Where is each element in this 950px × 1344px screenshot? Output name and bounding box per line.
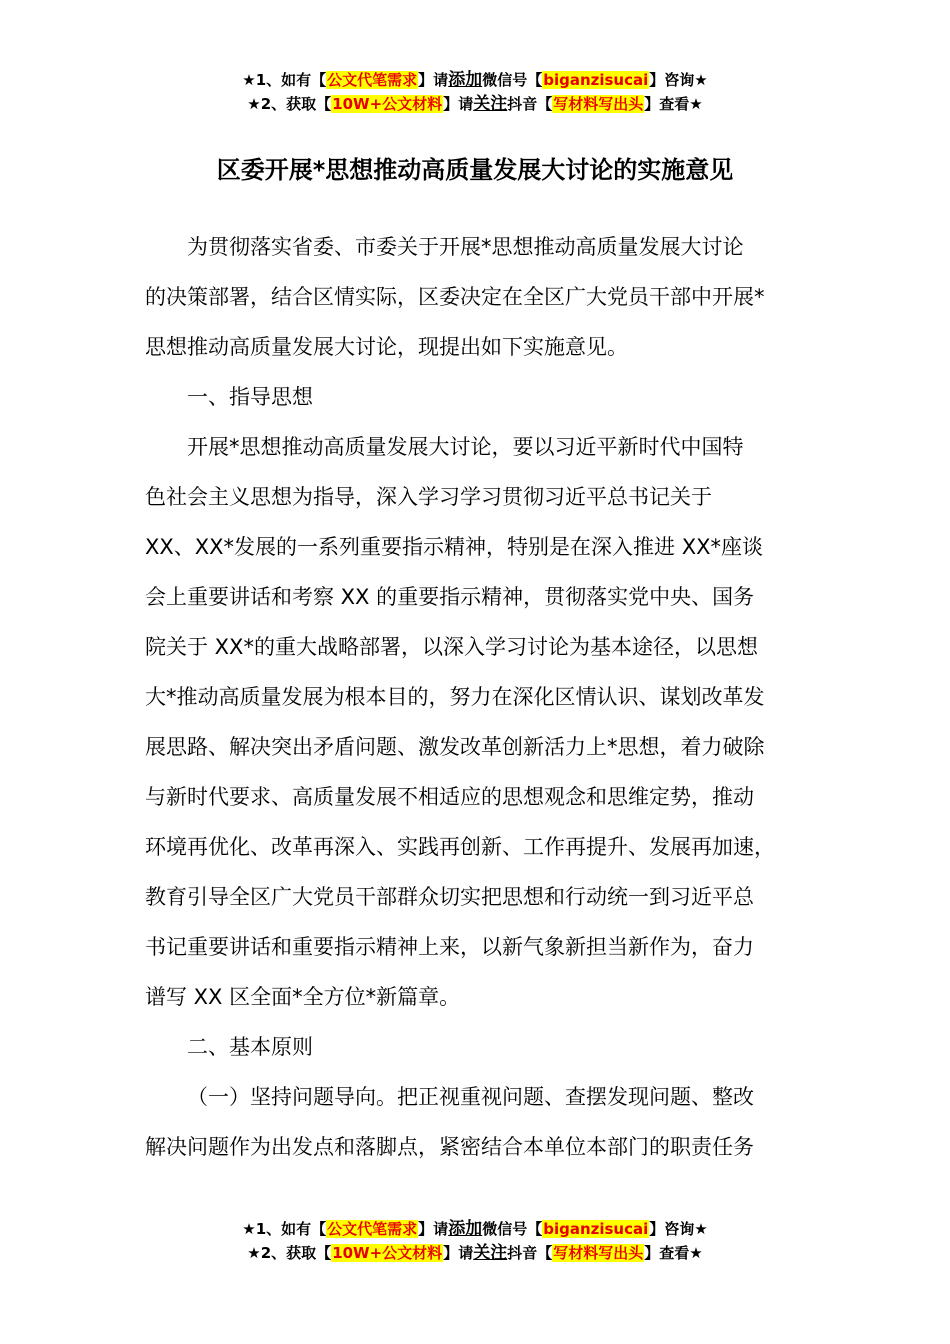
header-banner (0, 68, 950, 116)
text-line: 会上重要讲话和考察 XX 的重要指示精神，贯彻落实党中央、国务 (145, 585, 755, 609)
text-line: 的决策部署，结合区情实际，区委决定在全区广大党员干部中开展* (145, 285, 765, 309)
banner-text: 】咨询★ (649, 1220, 708, 1238)
underline-follow: 关注 (473, 94, 508, 114)
highlight-service: 公文代笔需求 (327, 71, 418, 89)
footer-banner (0, 1217, 950, 1265)
banner-text: 抖音【 (507, 95, 553, 113)
banner-text: 】请 (418, 71, 449, 89)
text-line: 大*推动高质量发展为根本目的，努力在深化区情认识、谋划改革发 (145, 685, 765, 709)
text-line: 解决问题作为出发点和落脚点，紧密结合本单位本部门的职责任务 (145, 1135, 754, 1159)
banner-text: 1、如有【 (255, 71, 327, 89)
highlight-service: 公文代笔需求 (327, 1220, 418, 1238)
document-title: 区委开展*思想推动高质量发展大讨论的实施意见 (216, 156, 734, 184)
text-line: （一）坚持问题导向。把正视重视问题、查摆发现问题、整改 (187, 1085, 754, 1109)
text-line: 书记重要讲话和重要指示精神上来，以新气象新担当新作为，奋力 (145, 935, 754, 959)
text-line: 二、基本原则 (187, 1035, 313, 1059)
paragraph-principle-1 (145, 1072, 810, 1172)
banner-text: 】请 (418, 1220, 449, 1238)
text-line: 环境再优化、改革再深入、实践再创新、工作再提升、发展再加速， (145, 835, 775, 859)
highlight-materials: 10W+公文材料 (332, 95, 443, 113)
banner-line-1 (0, 1217, 950, 1241)
highlight-douyin: 写材料写出头 (553, 95, 644, 113)
star-icon: ★ (247, 95, 261, 113)
text-line: 思想推动高质量发展大讨论，现提出如下实施意见。 (145, 335, 628, 359)
banner-text: 微信号【 (482, 71, 543, 89)
text-line: 与新时代要求、高质量发展不相适应的思想观念和思维定势，推动 (145, 785, 754, 809)
highlight-wechat-id: biganzisucai (543, 1220, 649, 1238)
text-line: 为贯彻落实省委、市委关于开展*思想推动高质量发展大讨论 (187, 235, 744, 259)
banner-line-2 (0, 1241, 950, 1265)
banner-line-2 (0, 92, 950, 116)
text-line: 谱写 XX 区全面*全方位*新篇章。 (145, 985, 461, 1009)
star-icon: ★ (242, 71, 256, 89)
underline-follow: 关注 (473, 1243, 508, 1263)
underline-add: 添加 (448, 70, 483, 90)
banner-text: 微信号【 (482, 1220, 543, 1238)
text-line: 院关于 XX*的重大战略部署，以深入学习讨论为基本途径，以思想 (145, 635, 758, 659)
paragraph-guiding-thought (145, 422, 810, 1022)
text-line: 展思路、解决突出矛盾问题、激发改革创新活力上*思想，着力破除 (145, 735, 765, 759)
text-line: XX、XX*发展的一系列重要指示精神，特别是在深入推进 XX*座谈 (145, 535, 763, 559)
banner-text: 】请 (443, 95, 474, 113)
underline-add: 添加 (448, 1219, 483, 1239)
star-icon: ★ (242, 1220, 256, 1238)
section-heading-1 (145, 372, 810, 422)
text-line: 教育引导全区广大党员干部群众切实把思想和行动统一到习近平总 (145, 885, 754, 909)
paragraph-intro (145, 222, 810, 372)
section-heading-2 (145, 1022, 810, 1072)
star-icon: ★ (247, 1244, 261, 1262)
highlight-wechat-id: biganzisucai (543, 71, 649, 89)
highlight-douyin: 写材料写出头 (553, 1244, 644, 1262)
banner-text: 抖音【 (507, 1244, 553, 1262)
banner-text: 1、如有【 (255, 1220, 327, 1238)
banner-text: 2、获取【 (260, 1244, 332, 1262)
banner-text: 】请 (443, 1244, 474, 1262)
banner-text: 】咨询★ (649, 71, 708, 89)
highlight-materials: 10W+公文材料 (332, 1244, 443, 1262)
text-line: 一、指导思想 (187, 385, 313, 409)
banner-text: 2、获取【 (260, 95, 332, 113)
text-line: 开展*思想推动高质量发展大讨论，要以习近平新时代中国特 (187, 435, 744, 459)
banner-text: 】查看★ (644, 1244, 703, 1262)
text-line: 色社会主义思想为指导，深入学习学习贯彻习近平总书记关于 (145, 485, 712, 509)
banner-text: 】查看★ (644, 95, 703, 113)
document-body (145, 222, 810, 1172)
banner-line-1 (0, 68, 950, 92)
